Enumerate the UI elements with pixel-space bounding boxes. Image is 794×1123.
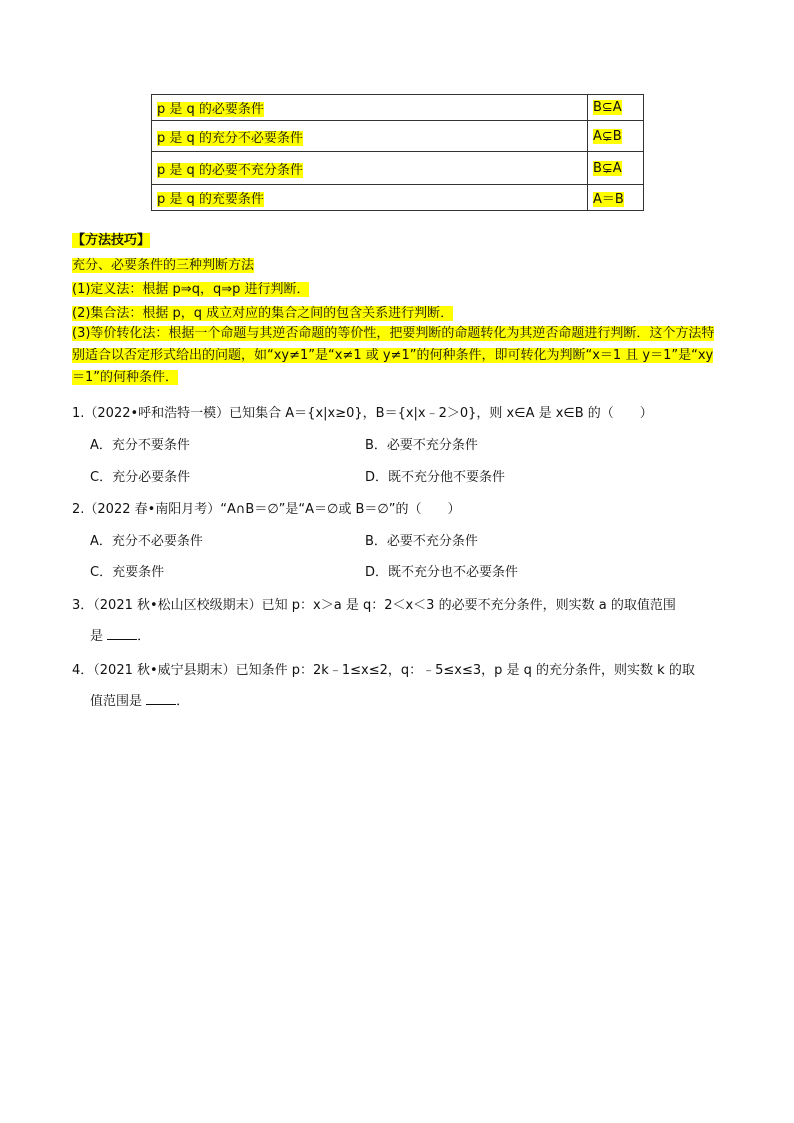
period: ． (137, 629, 151, 644)
question-1-option-d: D．既不充分他不要条件 (365, 470, 506, 485)
question-4-continuation (90, 690, 189, 709)
question-3-continuation (90, 625, 150, 644)
method-heading: 【方法技巧】 (72, 233, 151, 248)
table-row (152, 95, 644, 121)
method-subtitle: 充分、必要条件的三种判断方法 (72, 258, 255, 273)
question-3-stem: 3．（2021 秋•松山区校级期末）已知 p：x＞a 是 q：2＜x＜3 的必要不充分条件，则实数 a 的取值范围 (72, 598, 676, 613)
question-2-stem: 2.（2022 春•南阳月考）“A∩B＝∅”是“A＝∅或 B＝∅”的（ ） (72, 502, 461, 517)
period: ． (176, 694, 190, 709)
method-item-3: (3)等价转化法：根据一个命题与其逆否命题的等价性，把要判断的命题转化为其逆否命题进行判断．这个方法特别适合以否定形式给出的问题，如“xy≠1”是“x≠1 或 y≠1”的何种条件，即可转化为判断“x＝1 且 y＝1”是“xy＝1”的何种条件． (72, 326, 715, 385)
table-cell: p 是 q 的充要条件 (152, 185, 588, 211)
question-1-stem: 1.（2022•呼和浩特一模）已知集合 A＝{x|x≥0}，B＝{x|x﹣2＞0}，则 x∈A 是 x∈B 的（ ） (72, 406, 653, 421)
table-cell: p 是 q 的必要条件 (152, 95, 588, 121)
question-1-option-b: B．必要不充分条件 (365, 438, 478, 453)
question-4-stem: 4．（2021 秋•威宁县期末）已知条件 p：2k﹣1≤x≤2，q：﹣5≤x≤3，p 是 q 的充分条件，则实数 k 的取 (72, 663, 695, 678)
question-1-option-a: A．充分不要条件 (90, 438, 190, 453)
table-cell: A⊊B (588, 121, 644, 152)
table-cell: B⊊A (588, 152, 644, 185)
method-item-1: (1)定义法：根据 p⇒q，q⇒p 进行判断． (72, 282, 310, 297)
method-item-2: (2)集合法：根据 p，q 成立对应的集合之间的包含关系进行判断． (72, 306, 454, 321)
question-2-option-a: A．充分不必要条件 (90, 534, 203, 549)
question-3-cont-text: 是 (90, 629, 104, 644)
table-row (152, 152, 644, 185)
question-2-option-c: C．充要条件 (90, 565, 165, 580)
answer-blank[interactable] (107, 627, 137, 640)
question-2-option-d: D．既不充分也不必要条件 (365, 565, 519, 580)
question-2-option-b: B．必要不充分条件 (365, 534, 478, 549)
table-row (152, 185, 644, 211)
question-4-cont-text: 值范围是 (90, 694, 143, 709)
table-cell: B⊆A (588, 95, 644, 121)
answer-blank[interactable] (146, 692, 176, 705)
table-row (152, 121, 644, 152)
condition-table (151, 94, 644, 211)
table-cell: p 是 q 的必要不充分条件 (152, 152, 588, 185)
table-cell: A＝B (588, 185, 644, 211)
question-1-option-c: C．充分必要条件 (90, 470, 191, 485)
table-cell: p 是 q 的充分不必要条件 (152, 121, 588, 152)
